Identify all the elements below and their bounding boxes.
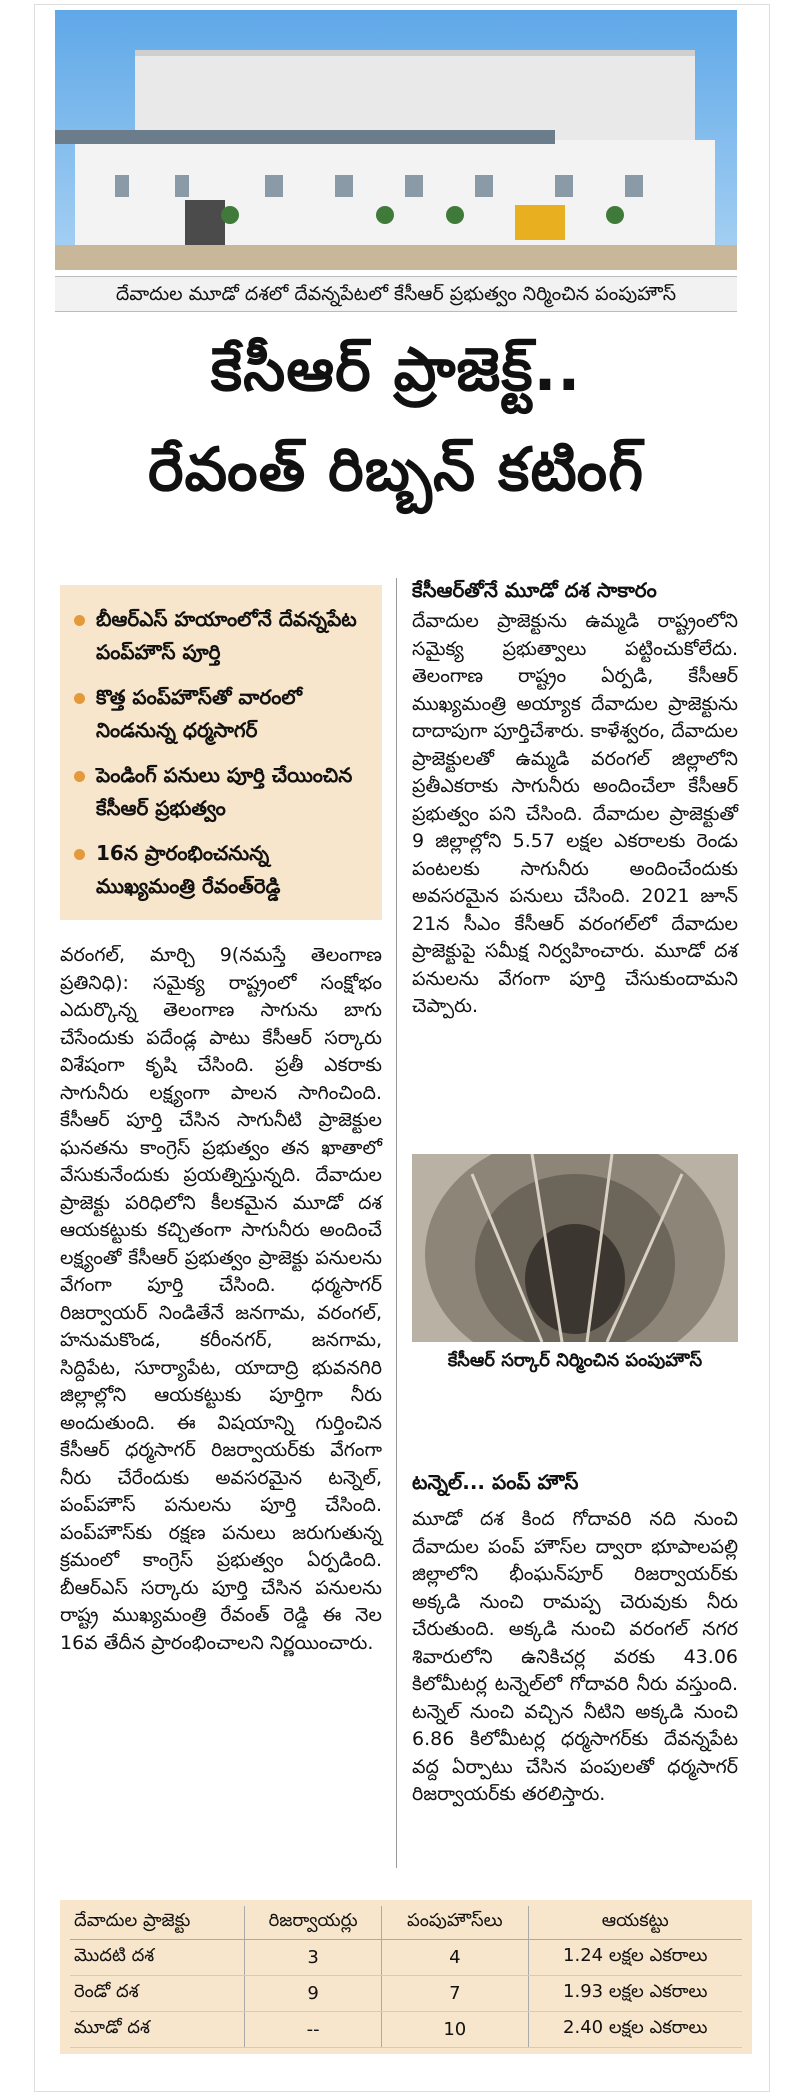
subheading-2: టన్నెల్... పంప్ హౌస్ <box>412 1470 579 1494</box>
table-cell: రెండో దశ <box>70 1976 245 2012</box>
table-cell: 9 <box>245 1976 382 2012</box>
photo-caption: దేవాదుల మూడో దశలో దేవన్నపేటలో కేసీఆర్ ప్రభుత్వం నిర్మించిన పంపుహౌస్ <box>55 276 737 312</box>
table-cell: 7 <box>382 1976 528 2012</box>
table-cell: -- <box>245 2012 382 2048</box>
bullet-icon <box>74 849 85 860</box>
stats-table <box>70 1906 742 2048</box>
table-cell: 4 <box>382 1940 528 1976</box>
highlights-box <box>60 585 382 920</box>
highlight-item: కొత్త పంప్‌హౌస్‌తో వారంలో నిండనున్న ధర్మసాగర్ <box>74 681 372 747</box>
table-cell: మూడో దశ <box>70 2012 245 2048</box>
table-header: రిజర్వాయర్లు <box>245 1906 382 1940</box>
table-cell: 1.93 లక్షల ఎకరాలు <box>528 1976 742 2012</box>
table-header: దేవాదుల ప్రాజెక్టు <box>70 1906 245 1940</box>
table-row <box>70 1976 742 2012</box>
table-cell: 1.24 లక్షల ఎకరాలు <box>528 1940 742 1976</box>
tunnel-photo-caption: కేసీఆర్ సర్కార్ నిర్మించిన పంపుహౌస్ <box>447 1350 703 1371</box>
bullet-icon <box>74 771 85 782</box>
table-cell: 10 <box>382 2012 528 2048</box>
bullet-icon <box>74 615 85 626</box>
headline-line1: కేసీఆర్ ప్రాజెక్ట్.. <box>210 335 582 405</box>
highlight-item: పెండింగ్ పనులు పూర్తి చేయించిన కేసీఆర్ ప్రభుత్వం <box>74 759 372 825</box>
headline-line2: రేవంత్ రిబ్బన్ కటింగ్ <box>147 435 645 505</box>
highlight-item: 16న ప్రారంభించనున్న ముఖ్యమంత్రి రేవంత్‌రెడ్డి <box>74 837 372 903</box>
table-row <box>70 2012 742 2048</box>
left-column-text: వరంగల్, మార్చి 9(నమస్తే తెలంగాణ ప్రతినిధి): సమైక్య రాష్ట్రంలో సంక్షోభం ఎదుర్కొన్న తెలంగాణ సాగును బాగు చేసేందుకు పదేండ్ల పాటు కేసీఆర్ సర్కారు విశేషంగా కృషి చేసింది. ప్రతీ ఎకరాకు సాగునీరు లక్ష్యంగా పాలన సాగించింది. కేసీఆర్ పూర్తి చేసిన సాగునీటి ప్రాజెక్టుల ఘనతను కాంగ్రెస్ ప్రభుత్వం తన ఖాతాలో వేసుకునేందుకు ప్రయత్నిస్తున్నది. దేవాదుల ప్రాజెక్టు పరిధిలోని కీలకమైన మూడో దశ ఆయకట్టుకు కచ్చితంగా సాగునీరు అందించే లక్ష్యంతో కేసీఆర్ ప్రభుత్వం ప్రాజెక్టు పనులను వేగంగా పూర్తి చేసింది. ధర్మసాగర్ రిజర్వాయర్ నిండితేనే జనగామ, వరంగల్, హనుమకొండ, కరీంనగర్, జనగామ, సిద్దిపేట, సూర్యాపేట, యాదాద్రి భువనగిరి జిల్లాల్లోని ఆయకట్టుకు పూర్తిగా నీరు అందుతుంది. ఈ విషయాన్ని గుర్తించిన కేసీఆర్ ధర్మసాగర్ రిజర్వాయర్‌కు వేగంగా నీరు చేరేందుకు అవసరమైన టన్నెల్, పంప్‌హౌస్ పనులను పూర్తి చేసింది. పంప్‌హౌస్‌కు రక్షణ పనులు జరుగుతున్న క్రమంలో కాంగ్రెస్ ప్రభుత్వం ఏర్పడింది. బీఆర్‌ఎస్ సర్కారు పూర్తి చేసిన పనులను రాష్ట్ర ముఖ్యమంత్రి రేవంత్ రెడ్డి ఈ నెల 16వ తేదీన ప్రారంభించాలని నిర్ణయించారు. <box>60 944 382 1654</box>
stats-table-box <box>60 1900 752 2054</box>
table-header: ఆయకట్టు <box>528 1906 742 1940</box>
table-cell: మొదటి దశ <box>70 1940 245 1976</box>
table-row <box>70 1940 742 1976</box>
column-divider <box>396 578 397 1868</box>
table-cell: 2.40 లక్షల ఎకరాలు <box>528 2012 742 2048</box>
table-header: పంపుహౌస్‌లు <box>382 1906 528 1940</box>
right-column-text-1: దేవాదుల ప్రాజెక్టును ఉమ్మడి రాష్ట్రంలోని సమైక్య ప్రభుత్వాలు పట్టించుకోలేదు. తెలంగాణ రాష్ట్రం ఏర్పడి, కేసీఆర్ ముఖ్యమంత్రి అయ్యాక దేవాదుల ప్రాజెక్టును దాదాపుగా పూర్తిచేశారు. కాళేశ్వరం, దేవాదుల ప్రాజెక్టులతో ఉమ్మడి వరంగల్ జిల్లాలోని ప్రతీఎకరాకు సాగునీరు అందించేలా కేసీఆర్ ప్రభుత్వం పని చేసింది. దేవాదుల ప్రాజెక్టుతో 9 జిల్లాల్లోని 5.57 లక్షల ఎకరాలకు రెండు పంటలకు సాగునీరు అందించేందుకు అవసరమైన పనులు చేసింది. 2021 జూన్ 21న సీఎం కేసీఆర్ వరంగల్‌లో దేవాదుల ప్రాజెక్టుపై సమీక్ష నిర్వహించారు. మూడో దశ పనులను వేగంగా పూర్తి చేసుకుందామని చెప్పారు. <box>412 610 738 1017</box>
subheading-1: కేసీఆర్‌తోనే మూడో దశ సాకారం <box>412 578 657 602</box>
table-cell: 3 <box>245 1940 382 1976</box>
pumphouse-photo <box>55 10 737 270</box>
highlight-item: బీఆర్‌ఎస్ హయాంలోనే దేవన్నపేట పంప్‌హౌస్ పూర్తి <box>74 603 372 669</box>
bullet-icon <box>74 693 85 704</box>
right-column-text-2: మూడో దశ కింద గోదావరి నది నుంచి దేవాదుల పంప్ హౌస్‌ల ద్వారా భూపాలపల్లి జిల్లాలోని భీంఘన్‌పూర్ రిజర్వాయర్‌కు అక్కడి నుంచి రామప్ప చెరువుకు నీరు చేరుతుంది. అక్కడి నుంచి వరంగల్ నగర శివారులోని ఉనికిచర్ల వరకు 43.06 కిలోమీటర్ల టన్నెల్‌లో గోదావరి నీరు వస్తుంది. టన్నెల్ నుంచి వచ్చిన నీటిని అక్కడి నుంచి 6.86 కిలోమీటర్ల ధర్మసాగర్‌కు దేవన్నపేట వద్ద ఏర్పాటు చేసిన పంపులతో ధర్మసాగర్ రిజర్వాయర్‌కు తరలిస్తారు. <box>412 1508 738 1805</box>
tunnel-photo <box>412 1154 738 1342</box>
